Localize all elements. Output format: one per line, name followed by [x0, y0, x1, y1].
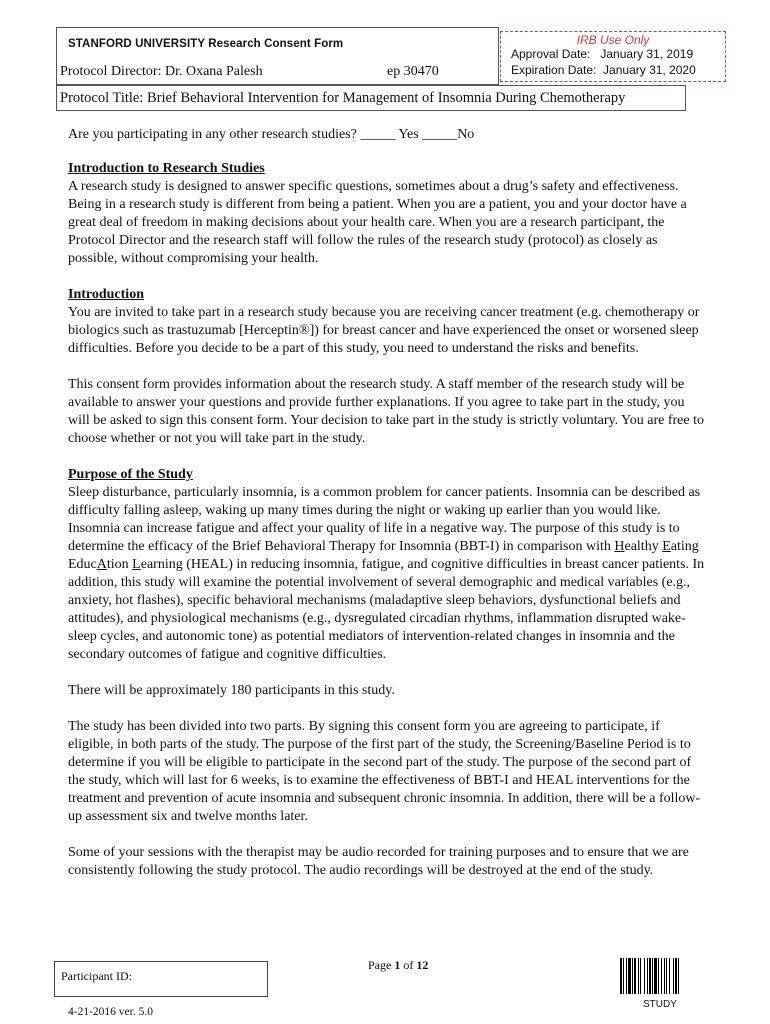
section-heading-intro-research: Introduction to Research Studies: [68, 161, 265, 176]
intro-research-paragraph: A research study is designed to answer specific questions, sometimes about a drug’s safety and effectiveness. Being in a research study is different from being a patient. When you are a patient, you and your doctor have a great deal of freedom in making decisions about your health care. When you are a research participant, the Protocol Director and the research staff will follow the rules of the research study (protocol) as closely as possible, without compromising your health.: [68, 179, 687, 266]
consent-info-paragraph: This consent form provides information about the research study. A staff member of the research study will be available to answer your questions and provide further explanations. If you agree to take part in the study, you will be asked to sign this consent form. Your decision to take part in the study is strictly voluntary. You are free to choose whether or not you will take part in the study.: [68, 377, 705, 446]
page-number: Page 1 of 12: [368, 958, 429, 972]
protocol-director: Protocol Director: Dr. Oxana Palesh: [60, 64, 263, 79]
study-parts-paragraph: The study has been divided into two parts. By signing this consent form you are agreeing to participate, if eligible, in both parts of the study. The purpose of the first part of the study, the Screening/Baseline Period is to determine if you will be eligible to participate in the second part of the study. The purpose of the second part of the study, which will last for 6 weeks, is to examine the effectiveness of BBT-I and HEAL interventions for the treatment and prevention of acute insomnia and subsequent chronic insomnia. In addition, there will be a follow-up assessment six and twelve months later.: [68, 719, 701, 824]
participant-id-box: [54, 961, 268, 997]
protocol-title: Protocol Title: Brief Behavioral Intervention for Management of Insomnia During Chemotherapy: [60, 90, 626, 106]
irb-approval-date: Approval Date: January 31, 2019: [511, 47, 694, 61]
section-heading-introduction: Introduction: [68, 287, 144, 302]
participants-count-paragraph: There will be approximately 180 participants in this study.: [68, 683, 395, 698]
form-name: STANFORD UNIVERSITY Research Consent Form: [68, 38, 344, 50]
introduction-paragraph: You are invited to take part in a research study because you are receiving cancer treatment (e.g. chemotherapy or biologics such as trastuzumab [Herceptin®]) for breast cancer and have experienced the onset or worsened sleep difficulties. Before you decide to be a part of this study, you need to understand the risks and benefits.: [68, 305, 700, 356]
protocol-title-box: [56, 85, 686, 111]
version-label: 4-21-2016 ver. 5.0: [68, 1006, 153, 1018]
irb-title: IRB Use Only: [576, 33, 650, 47]
consent-body: [68, 126, 708, 880]
participant-id-label: Participant ID:: [61, 969, 132, 983]
barcode-icon: [620, 958, 706, 994]
ep-number: ep 30470: [387, 64, 439, 79]
irb-expiration-date: Expiration Date: January 31, 2020: [511, 63, 696, 77]
irb-use-only-box: [500, 31, 726, 82]
barcode-label: STUDY: [643, 999, 677, 1010]
other-studies-question: Are you participating in any other research studies? _____ Yes _____No: [68, 127, 475, 142]
header-info-box: [56, 27, 499, 85]
section-heading-purpose: Purpose of the Study: [68, 467, 193, 482]
purpose-paragraph: Sleep disturbance, particularly insomnia, is a common problem for cancer patients. Insomnia can be described as difficulty falling asleep, waking up many times during the night or waking up earlier than you would like. Insomnia can increase fatigue and affect your quality of life in a negative way. The purpose of this study is to determine the efficacy of the Brief Behavioral Therapy for Insomnia (BBT-I) in comparison with Healthy Eating EducAtion Learning (HEAL) in reducing insomnia, fatigue, and cognitive difficulties in breast cancer patients. In addition, this study will examine the potential involvement of several demographic and medical variables (e.g., anxiety, hot flashes), specific behavioral mechanisms (maladaptive sleep behaviors, dysfunctional beliefs and attitudes), and physiological mechanisms (e.g., dysregulated circadian rhythms, inflammation disrupted wake-sleep cycles, and autonomic tone) as potential mediators of intervention-related changes in insomnia and the secondary outcomes of fatigue and cognitive difficulties.: [68, 485, 705, 662]
audio-recording-paragraph: Some of your sessions with the therapist may be audio recorded for training purposes and to ensure that we are consistently following the study protocol. The audio recordings will be destroyed at the end of the study.: [68, 845, 689, 878]
